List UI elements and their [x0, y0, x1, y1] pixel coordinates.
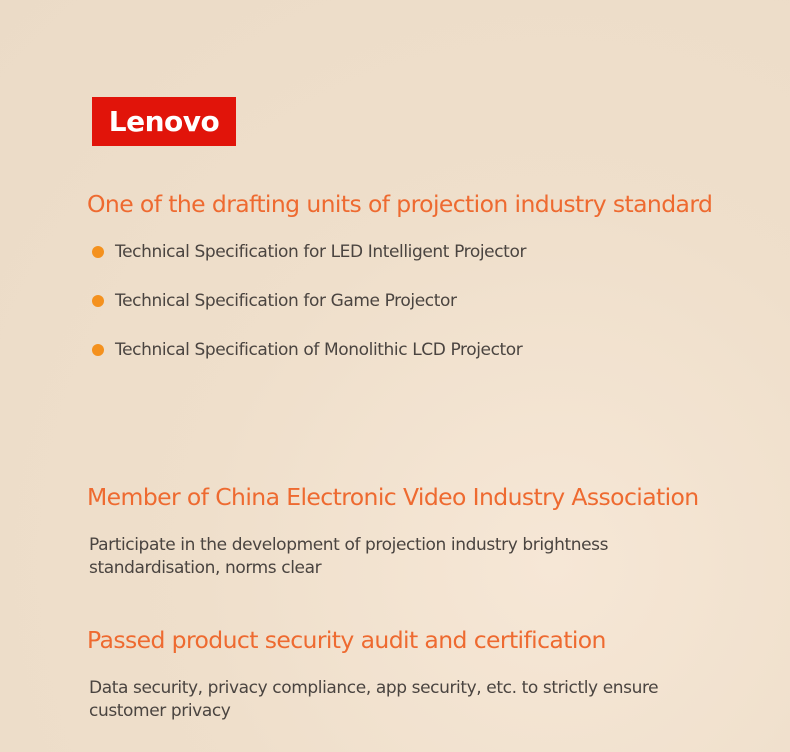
association-description-line-2: standardisation, norms clear: [89, 558, 322, 578]
association-description: [89, 534, 729, 580]
security-description-line-1: Data security, privacy compliance, app security, etc. to strictly ensure: [89, 678, 659, 698]
section-heading-security-audit: Passed product security audit and certification: [87, 626, 606, 654]
list-item: [92, 287, 526, 315]
list-item: [92, 238, 526, 266]
security-description-line-2: customer privacy: [89, 701, 231, 721]
list-item: [92, 336, 526, 364]
list-item-text: Technical Specification for LED Intelligent Projector: [115, 242, 527, 262]
standards-bullet-list: [92, 238, 526, 385]
lenovo-logo-text: Lenovo: [108, 105, 220, 138]
bullet-dot-icon: [92, 246, 104, 258]
lenovo-logo: [92, 97, 236, 146]
association-description-line-1: Participate in the development of projection industry brightness: [89, 535, 609, 555]
security-description: [89, 677, 729, 723]
bullet-dot-icon: [92, 295, 104, 307]
section-heading-drafting-units: One of the drafting units of projection industry standard: [87, 190, 713, 218]
bullet-dot-icon: [92, 344, 104, 356]
list-item-text: Technical Specification for Game Projector: [115, 291, 457, 311]
list-item-text: Technical Specification of Monolithic LCD Projector: [115, 340, 523, 360]
section-heading-association-member: Member of China Electronic Video Industry Association: [87, 483, 699, 511]
